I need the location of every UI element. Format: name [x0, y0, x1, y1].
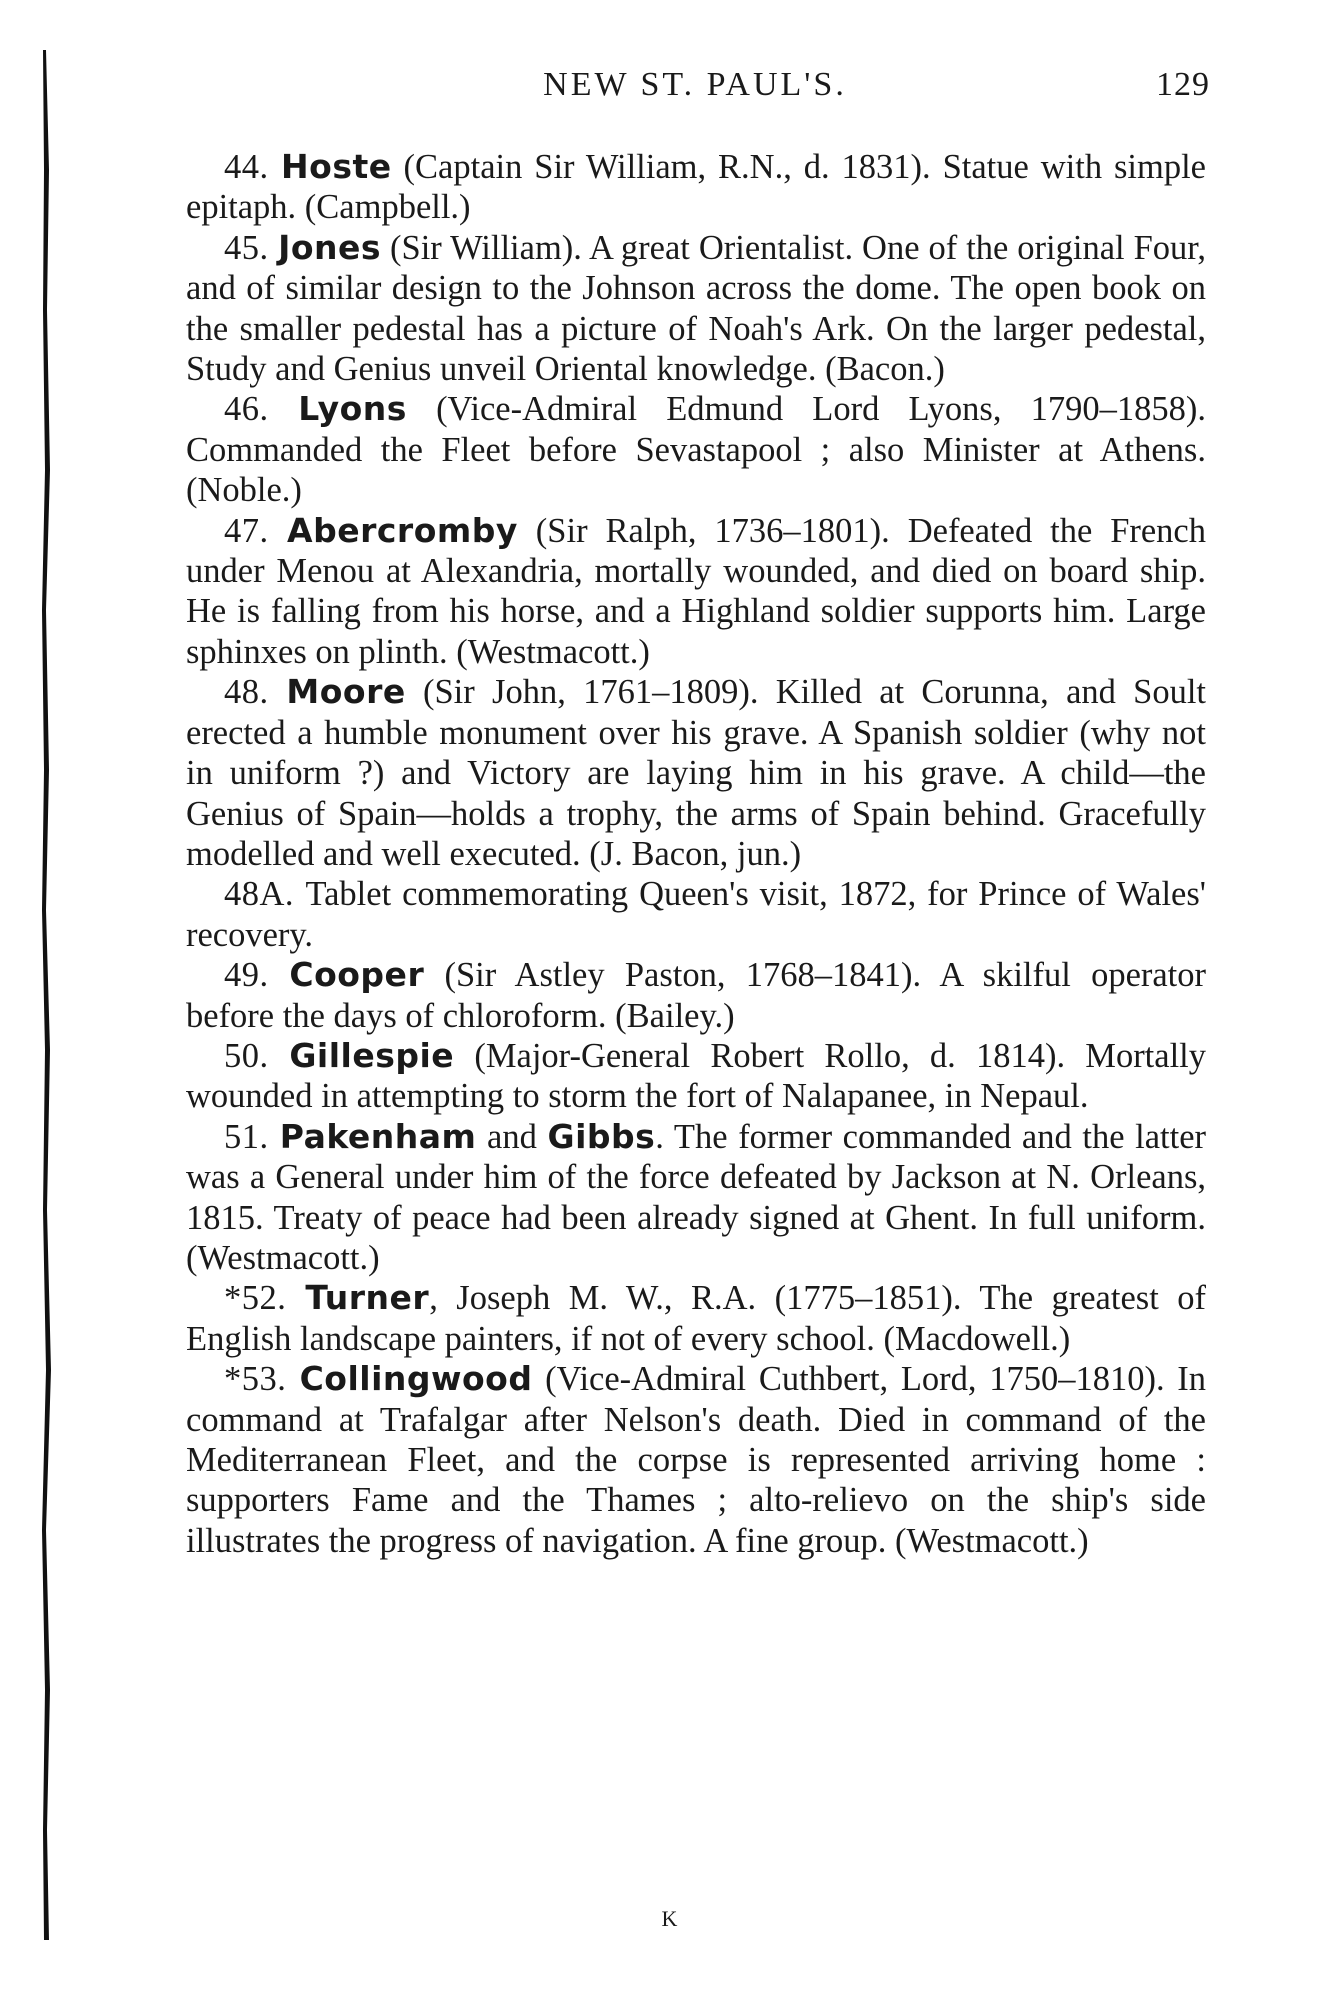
entry-number: 49.	[224, 956, 290, 995]
entry-51	[186, 1117, 1206, 1279]
entry-number: 45.	[224, 228, 279, 267]
entry-name: Abercromby	[287, 510, 518, 550]
entry-49	[186, 955, 1206, 1036]
entry-text-continued: . The former commanded and the latter was a General under him of the force defeated by Jackson at N. Orleans, 1815. Treaty of peace had been already signed at Ghent. In full uniform. (Westmacott.)	[186, 1117, 1206, 1277]
entry-text: , Joseph M. W., R.A. (1775–1851). The greatest of English landscape painters, if not of every school. (Macdowell.)	[186, 1279, 1207, 1358]
entry-48a	[186, 874, 1206, 955]
entry-52	[186, 1278, 1206, 1359]
entry-name: Collingwood	[299, 1359, 533, 1399]
entry-number: 51.	[224, 1117, 280, 1156]
entry-text: (Sir Astley Paston, 1768–1841). A skilful operator before the days of chloroform. (Bailey.)	[186, 956, 1207, 1035]
entry-text: (Major-General Robert Rollo, d. 1814). Mortally wounded in attempting to storm the fort of Nalapanee, in Nepaul.	[186, 1036, 1206, 1116]
running-head	[180, 66, 1210, 110]
binding-edge-shadow	[40, 50, 54, 1940]
entry-number: 44.	[224, 148, 282, 186]
entry-text: and	[476, 1117, 548, 1156]
entry-44	[186, 147, 1206, 228]
entry-number: 48.	[224, 673, 287, 712]
entry-name: Moore	[286, 672, 406, 712]
entry-text: (Vice-Admiral Edmund Lord Lyons, 1790–1858). Commanded the Fleet before Sevastapool ; also Minister at Athens. (Noble.)	[186, 390, 1207, 510]
entry-number: *52.	[224, 1279, 306, 1318]
entry-text: (Vice-Admiral Cuthbert, Lord, 1750–1810). In command at Trafalgar after Nelson's death. Died in command of the Mediterranean Fleet, and the corpse is represented arriving home : supporters Fame and the Thames ; alto-relievo on the ship's side illustrates the progress of navigation. A fine group. (Westmacott.)	[186, 1360, 1207, 1560]
page-number: 129	[1156, 66, 1210, 103]
entry-name: Gillespie	[289, 1035, 455, 1075]
signature-mark: K	[661, 1906, 679, 1931]
entry-name: Cooper	[289, 955, 425, 995]
entry-46	[186, 389, 1206, 510]
entry-number: 48A.	[224, 875, 306, 914]
entry-second-name: Gibbs	[547, 1116, 656, 1156]
entry-text: (Sir Ralph, 1736–1801). Defeated the French under Menou at Alexandria, mortally wounded, and died on board ship. He is falling from his horse, and a Highland soldier supports him. Large sphinxes on plinth. (Westmacott.)	[186, 511, 1206, 671]
entry-text: (Captain Sir William, R.N., d. 1831). Statue with simple epitaph. (Campbell.)	[186, 148, 1206, 227]
entry-number: 47.	[224, 511, 288, 550]
entry-50	[186, 1036, 1206, 1117]
entry-45	[186, 228, 1206, 390]
entry-text: (Sir John, 1761–1809). Killed at Corunna, and Soult erected a humble monument over his grave. A Spanish soldier (why not in uniform ?) and Victory are laying him in his grave. A child—the Genius of Spain—holds a trophy, the arms of Spain behind. Gracefully modelled and well executed. (J. Bacon, jun.)	[186, 673, 1206, 873]
entry-number: *53.	[224, 1360, 300, 1399]
entry-name: Turner	[305, 1278, 430, 1318]
entry-text: Tablet commemorating Queen's visit, 1872, for Prince of Wales' recovery.	[186, 875, 1206, 954]
body-text	[186, 147, 1206, 1561]
entry-name: Hoste	[281, 147, 392, 186]
entry-53	[186, 1359, 1206, 1561]
running-title: NEW ST. PAUL'S.	[543, 66, 847, 103]
entry-number: 50.	[224, 1036, 290, 1075]
entry-48	[186, 672, 1206, 874]
entry-name: Jones	[278, 227, 382, 267]
entry-47	[186, 511, 1206, 673]
entry-text: (Sir William). A great Orientalist. One of the original Four, and of similar design to the Johnson across the dome. The open book on the smaller pedestal has a picture of Noah's Ark. On the larger pedestal, Study and Genius unveil Oriental knowledge. (Bacon.)	[186, 228, 1206, 389]
entry-name: Lyons	[298, 389, 407, 429]
entry-name: Pakenham	[279, 1116, 477, 1156]
entry-number: 46.	[224, 390, 299, 429]
